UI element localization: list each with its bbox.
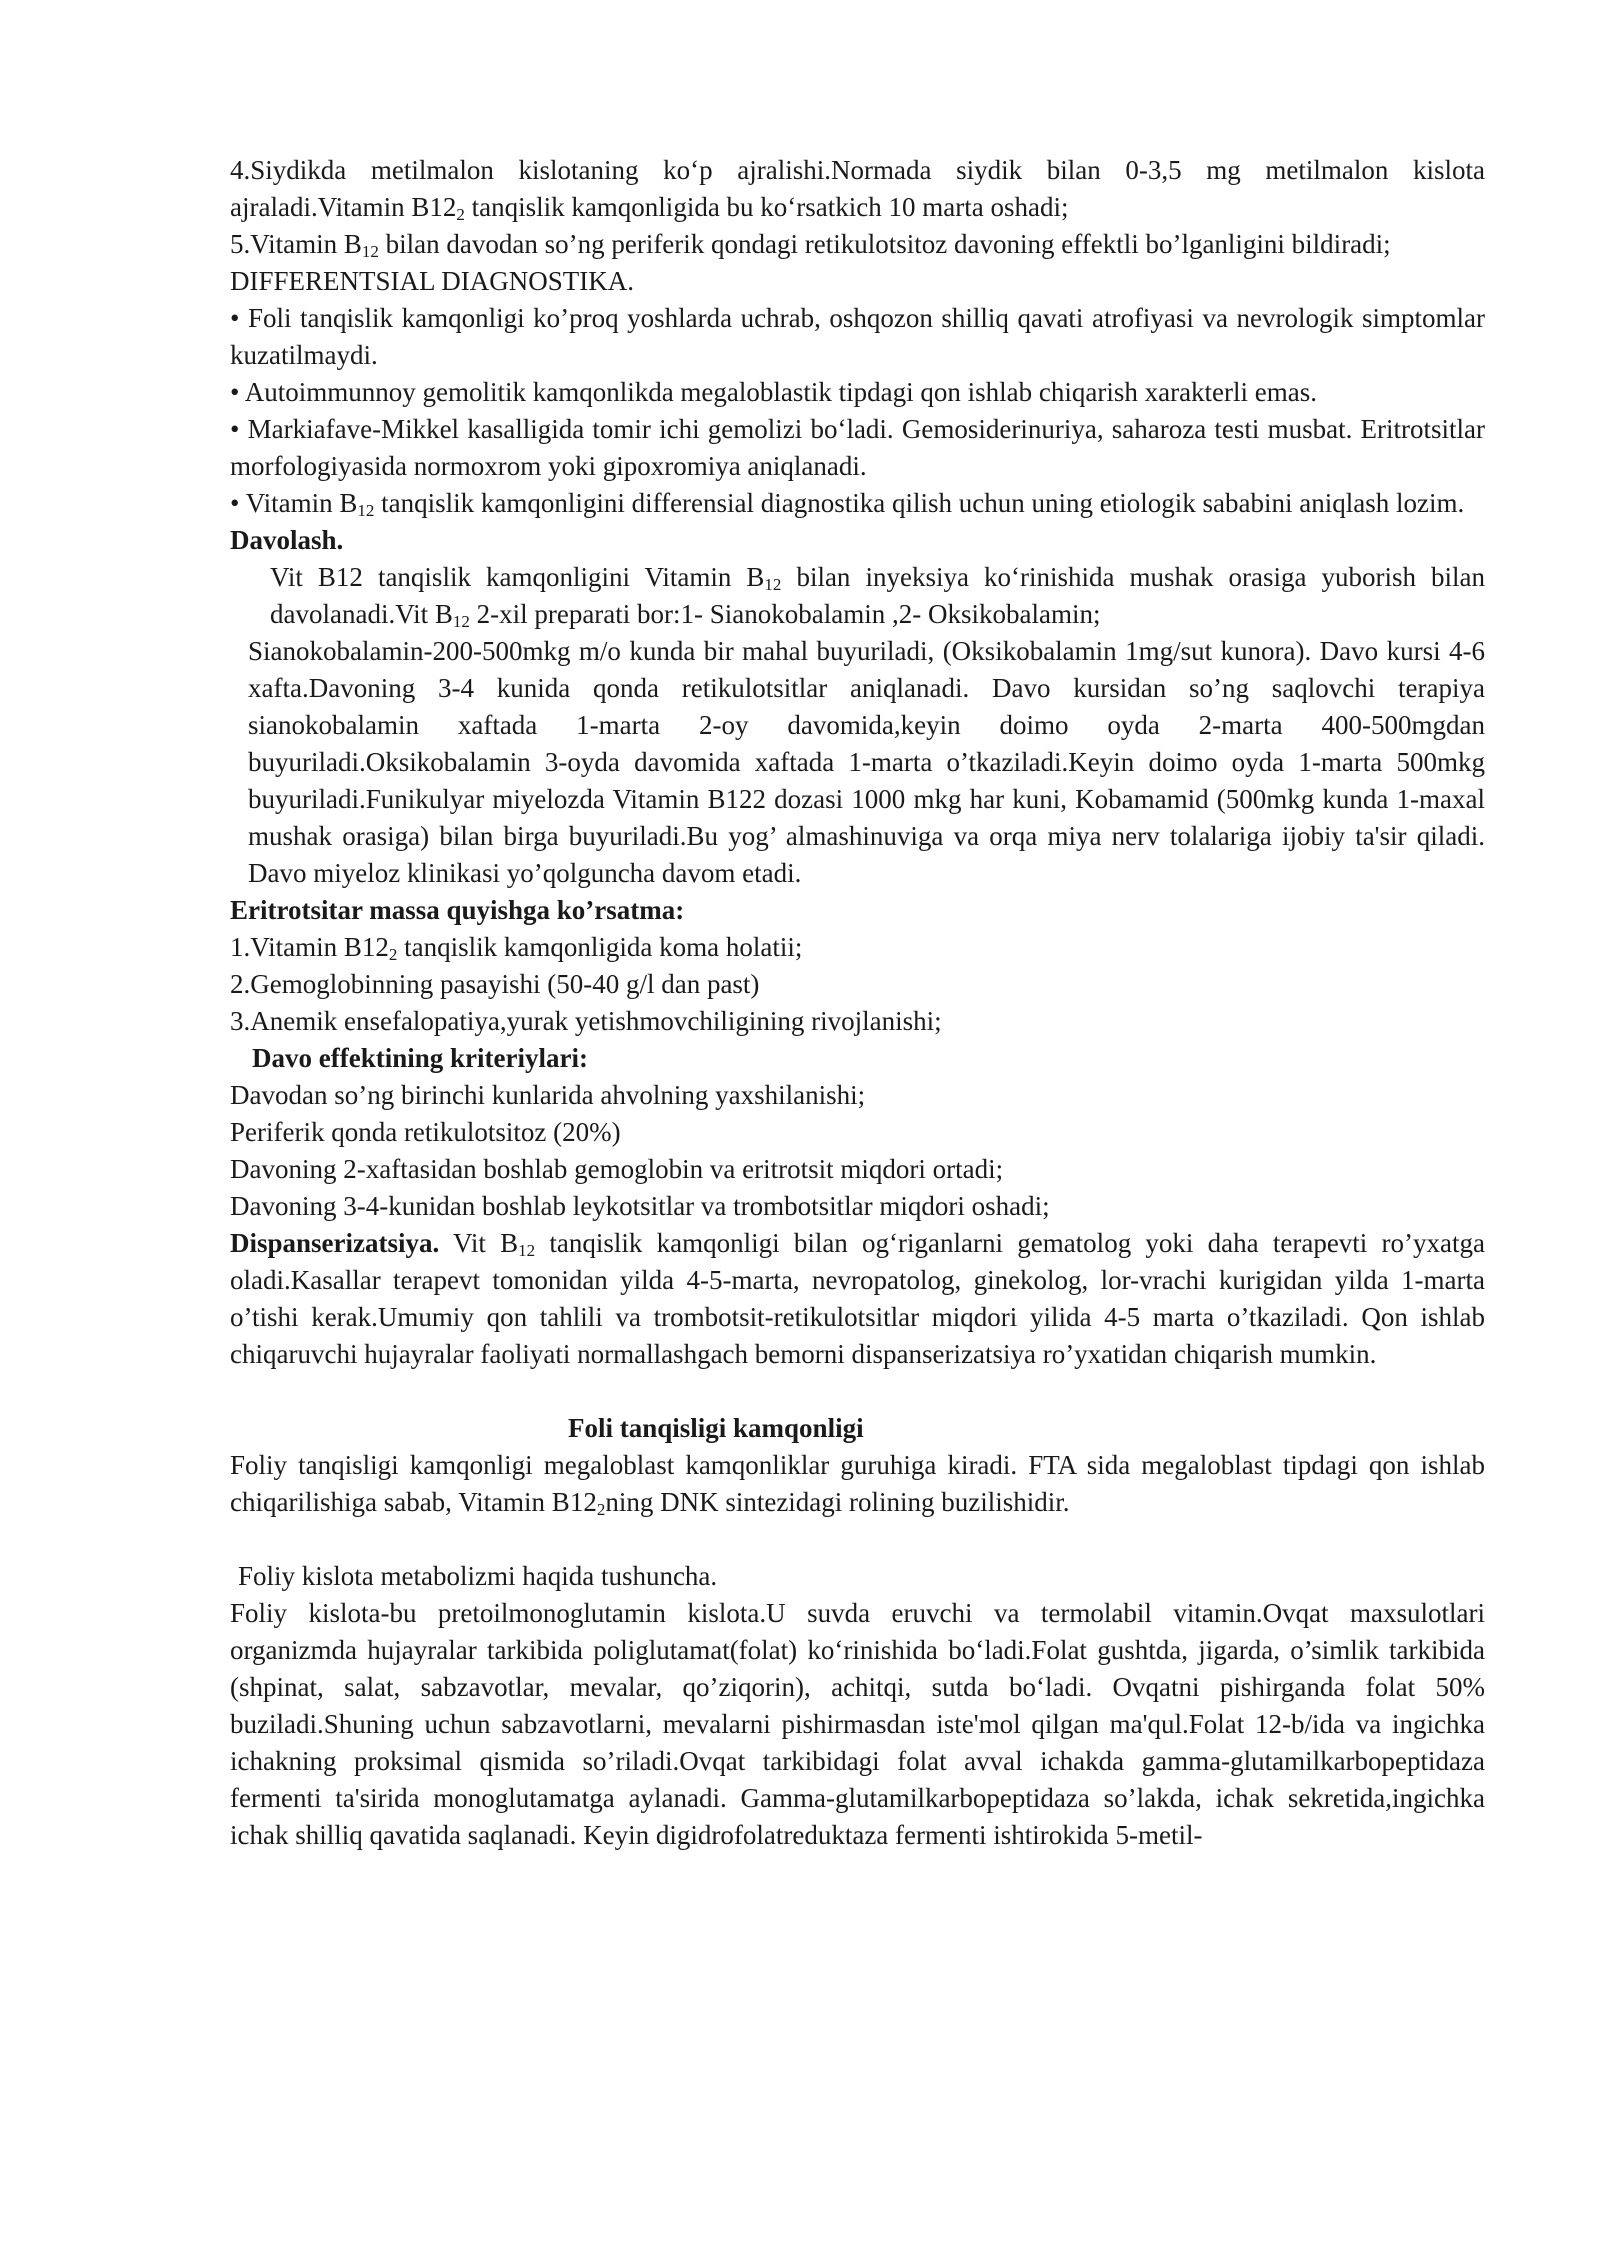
criteria-item-3: Davoning 2-xaftasidan boshlab gemoglobin va eritrotsit miqdori ortadi;	[230, 1154, 1004, 1184]
heading-folate-deficiency-anemia: Foli tanqisligi kamqonligi	[568, 1413, 864, 1443]
criteria-item-2: Periferik qonda retikulotsitoz (20%)	[230, 1117, 621, 1147]
paragraph-treatment-intro: Vit B12 tanqislik kamqonligini Vitamin $B_{12}$ bilan inyeksiya ko‘rinishida mushak orasiga yuborish bilan davolanadi.Vit $B_{12}$ 2-xil preparati bor:1- Sianokobalamin ,2- Oksikobalamin;	[270, 562, 1486, 631]
bullet-marchiafava-micheli: • Markiafave-Mikkel kasalligida tomir ichi gemolizi bo‘ladi. Gemosiderinuriya, saharoza testi musbat. Eritrotsitlar morfologiyasida normoxrom yoki gipoxromiya aniqlanadi.	[230, 414, 1485, 481]
list-item-hemoglobin: 2.Gemoglobinning pasayishi (50-40 g/l dan past)	[230, 969, 760, 999]
document-page	[230, 152, 1485, 1854]
spacer	[230, 1521, 1485, 1558]
paragraph-dispensarization: Dispanserizatsiya. Vit $B_{12}$ tanqislik kamqonligi bilan og‘riganlarni gematolog yoki daha terapevti ro’yxatga oladi.Kasallar terapevt tomonidan yilda 4-5-marta, nevropatolog, ginekolog, lor-vrachi kurigidan yilda 1-marta o’tishi kerak.Umumiy qon tahlili va trombotsit-retikulotsitlar miqdori yilida 4-5 marta o’tkaziladi. Qon ishlab chiqaruvchi hujayralar faoliyati normallashgach bemorni dispanserizatsiya ro’yxatidan chiqarish mumkin.	[230, 1228, 1485, 1369]
heading-treatment: Davolash.	[230, 525, 344, 555]
list-item-encephalopathy: 3.Anemik ensefalopatiya,yurak yetishmovchiligining rivojlanishi;	[230, 1006, 942, 1036]
bullet-folate-deficiency: • Foli tanqislik kamqonligi ko’proq yoshlarda uchrab, oshqozon shilliq qavati atrofiyasi va nevrologik simptomlar kuzatilmaydi.	[230, 303, 1485, 370]
heading-transfusion-indications: Eritrotsitar massa quyishga ko’rsatma:	[230, 895, 685, 925]
spacer	[230, 1373, 1485, 1410]
heading-folate-metabolism: Foliy kislota metabolizmi haqida tushuncha.	[238, 1561, 718, 1591]
paragraph-folate-metabolism: Foliy kislota-bu pretoilmonoglutamin kislota.U suvda eruvchi va termolabil vitamin.Ovqat maxsulotlari organizmda hujayralar tarkibida poliglutamat(folat) ko‘rinishida bo‘ladi.Folat gushtda, jigarda, o’simlik tarkibida (shpinat, salat, sabzavotlar, mevalar, qo’ziqorin), achitqi, sutda bo‘ladi. Ovqatni pishirganda folat 50% buziladi.Shuning uchun sabzavotlarni, mevalarni pishirmasdan iste'mol qilgan ma'qul.Folat 12-b/ida va ingichka ichakning proksimal qismida so’riladi.Ovqat tarkibidagi folat avval ichakda gamma-glutamilkarbopeptidaza fermenti ta'sirida monoglutamatga aylanadi. Gamma-glutamilkarbopeptidaza so’lakda, ichak sekretida,ingichka ichak shilliq qavatida saqlanadi. Keyin digidrofolatreduktaza fermenti ishtirokida 5-metil-	[230, 1598, 1485, 1850]
paragraph-treatment-dosage: Sianokobalamin-200-500mkg m/o kunda bir mahal buyuriladi, (Oksikobalamin 1mg/sut kunora). Davo kursi 4-6 xafta.Davoning 3-4 kunida qonda retikulotsitlar aniqlanadi. Davo kursidan so’ng saqlovchi terapiya sianokobalamin xaftada 1-marta 2-oy davomida,keyin doimo oyda 2-marta 400-500mgdan buyuriladi.Oksikobalamin 3-oyda davomida xaftada 1-marta o’tkaziladi.Keyin doimo oyda 1-marta 500mkg buyuriladi.Funikulyar miyelozda Vitamin B122 dozasi 1000 mkg har kuni, Kobamamid (500mkg kunda 1-maxal mushak orasiga) bilan birga buyuriladi.Bu yog’ almashinuviga va orqa miya nerv tolalariga ijobiy ta'sir qiladi. Davo miyeloz klinikasi yo’qolguncha davom etadi.	[248, 636, 1485, 888]
paragraph-reticulocytosis: 5.Vitamin $B_{12}$ bilan davodan so’ng periferik qondagi retikulotsitoz davoning effektli bo’lganligini bildiradi;	[230, 229, 1391, 261]
criteria-item-1: Davodan so’ng birinchi kunlarida ahvolning yaxshilanishi;	[230, 1080, 866, 1110]
bullet-autoimmune-hemolytic: • Autoimmunnoy gemolitik kamqonlikda megaloblastik tipdagi qon ishlab chiqarish xarakterli emas.	[230, 377, 1318, 407]
heading-differential-diagnostics: DIFFERENTSIAL DIAGNOSTIKA.	[230, 266, 634, 296]
bullet-etiology: • Vitamin $B_{12}$ tanqislik kamqonligini differensial diagnostika qilish uchun uning etiologik sababini aniqlash lozim.	[230, 488, 1465, 520]
heading-treatment-criteria: Davo effektining kriteriylari:	[252, 1043, 588, 1073]
criteria-item-4: Davoning 3-4-kunidan boshlab leykotsitlar va trombotsitlar miqdori oshadi;	[230, 1191, 1050, 1221]
paragraph-folate-intro: Foliy tanqisligi kamqonligi megaloblast kamqonliklar guruhiga kiradi. FTA sida megaloblast tipdagi qon ishlab chiqarilishiga sabab, Vitamin $B12_2ning$ DNK sintezidagi rolining buzilishidir.	[230, 1450, 1485, 1519]
list-item-coma: 1.Vitamin $B12_2$ tanqislik kamqonligida koma holatii;	[230, 932, 803, 964]
paragraph-methylmalonic: 4.Siydikda metilmalon kislotaning ko‘p ajralishi.Normada siydik bilan 0-3,5 mg metilmalon kislota ajraladi.Vitamin $B12_2$ tanqislik kamqonligida bu ko‘rsatkich 10 marta oshadi;	[230, 155, 1485, 224]
